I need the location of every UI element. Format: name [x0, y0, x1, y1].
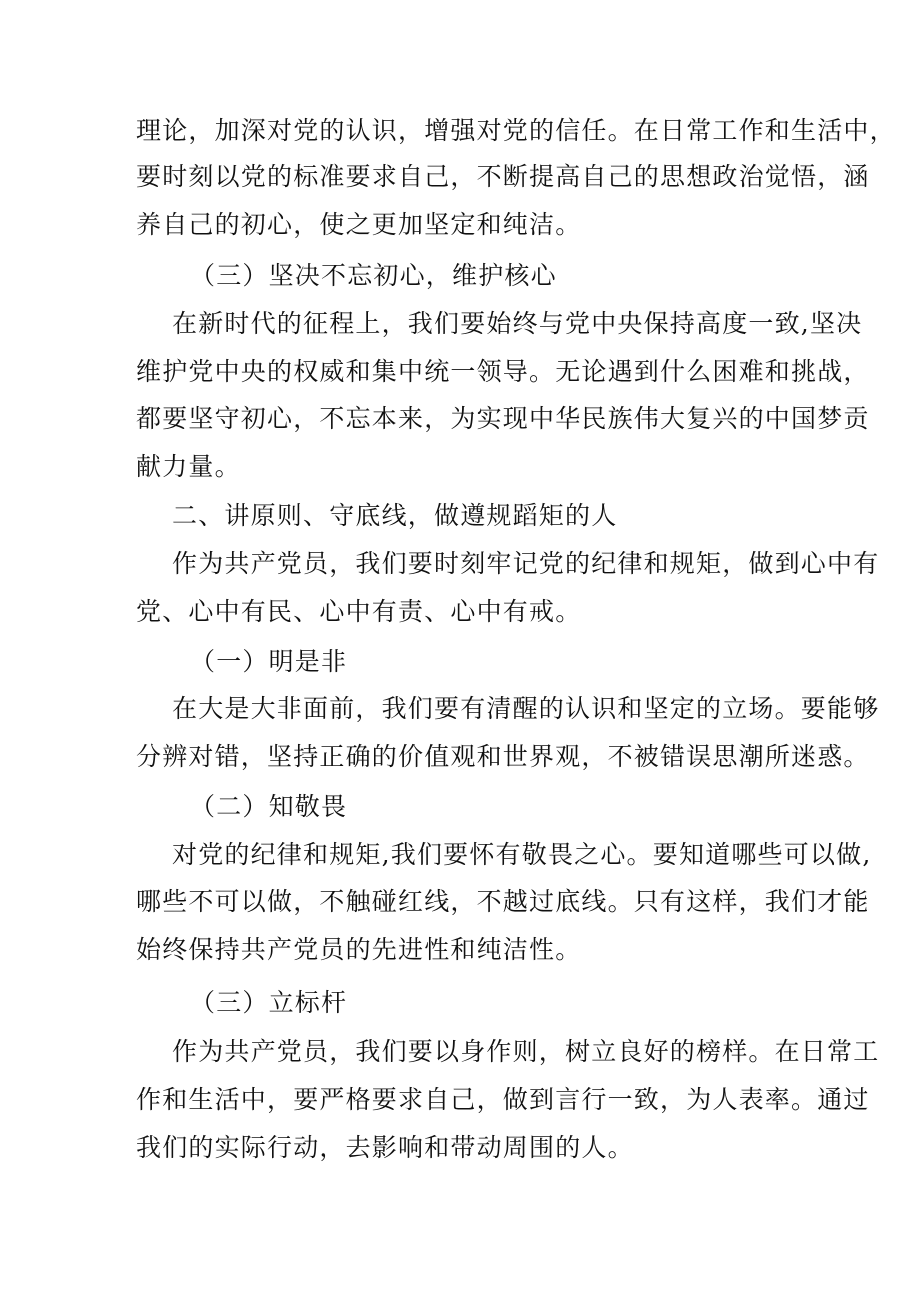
paragraph-line: 在新时代的征程上，我们要始终与党中央保持高度一致,坚决 [172, 309, 863, 338]
paragraph-line: 作为共产党员，我们要以身作则，树立良好的榜样。在日常工 [172, 1037, 880, 1066]
paragraph-line: 我们的实际行动，去影响和带动周围的人。 [136, 1133, 634, 1162]
paragraph-line: 作为共产党员，我们要时刻牢记党的纪律和规矩，做到心中有 [172, 549, 880, 578]
paragraph-line: 作和生活中，要严格要求自己，做到言行一致，为人表率。通过 [136, 1085, 870, 1114]
subheading: （三）坚决不忘初心，维护核心 [190, 261, 557, 290]
paragraph-line: 维护党中央的权威和集中统一领导。无论遇到什么困难和挑战， [136, 357, 870, 386]
paragraph-line: 党、心中有民、心中有责、心中有戒。 [136, 597, 582, 626]
paragraph-line: 对党的纪律和规矩,我们要怀有敬畏之心。要知道哪些可以做, [172, 840, 872, 869]
paragraph-line: 分辨对错，坚持正确的价值观和世界观，不被错误思潮所迷惑。 [136, 742, 870, 771]
subheading: （二）知敬畏 [190, 792, 348, 821]
paragraph-line: 养自己的初心，使之更加坚定和纯洁。 [136, 210, 582, 239]
paragraph-line: 在大是大非面前，我们要有清醒的认识和坚定的立场。要能够 [172, 694, 880, 723]
paragraph-line: 哪些不可以做，不触碰红线，不越过底线。只有这样，我们才能 [136, 887, 870, 916]
subheading: （一）明是非 [190, 647, 348, 676]
section-heading: 二、讲原则、守底线，做遵规蹈矩的人 [172, 501, 618, 530]
subheading: （三）立标杆 [190, 988, 348, 1017]
paragraph-line: 要时刻以党的标准要求自己，不断提高自己的思想政治觉悟，涵 [136, 162, 870, 191]
paragraph-line: 献力量。 [136, 452, 241, 481]
paragraph-line: 始终保持共产党员的先进性和纯洁性。 [136, 935, 582, 964]
paragraph-line: 都要坚守初心，不忘本来，为实现中华民族伟大复兴的中国梦贡 [136, 404, 870, 433]
paragraph-line: 理论，加深对党的认识，增强对党的信任。在日常工作和生活中， [136, 116, 896, 145]
